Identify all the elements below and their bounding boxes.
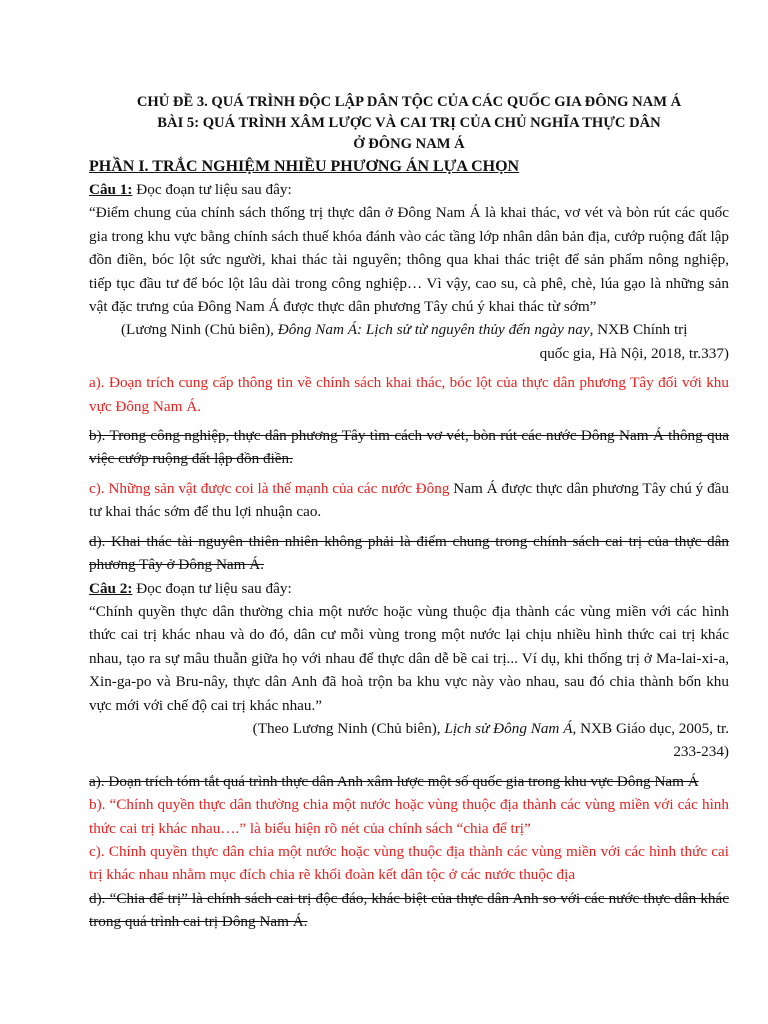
document-title <box>89 92 729 155</box>
question-2-label: Câu 2: <box>89 579 133 597</box>
citation-title: Đông Nam Á: Lịch sử từ nguyên thủy đến ngày nay <box>277 321 590 339</box>
q1-option-c-red: c). Những sản vật được coi là thế mạnh của các nước Đông <box>89 479 450 497</box>
citation-prefix: (Lương Ninh (Chủ biên), <box>121 321 278 339</box>
citation-title: Lịch sử Đông Nam Á <box>444 719 573 737</box>
question-1-citation <box>89 318 729 341</box>
question-2-citation <box>89 717 729 740</box>
citation-prefix: (Theo Lương Ninh (Chủ biên), <box>252 719 445 737</box>
q2-option-a: a). Đoạn trích tóm tắt quá trình thực dân Anh xâm lược một số quốc gia trong khu vực Đông Nam Á <box>89 772 699 790</box>
question-1-intro <box>89 178 729 201</box>
part-heading: PHẦN I. TRẮC NGHIỆM NHIỀU PHƯƠNG ÁN LỰA CHỌN <box>89 158 520 175</box>
q1-option-a: a). Đoạn trích cung cấp thông tin về chính sách khai thác, bóc lột của thực dân phương Tây đối với khu vực Đông Nam Á. <box>89 374 729 415</box>
q2-option-d: d). “Chia để trị” là chính sách cai trị độc đáo, khác biệt của thực dân Anh so với các nước thực dân khác trong quá trình cai trị Đông Nam Á. <box>89 889 729 931</box>
q1-option-c <box>89 477 729 524</box>
topic-heading: CHỦ ĐỀ 3. QUÁ TRÌNH ĐỘC LẬP DÂN TỘC CỦA CÁC QUỐC GIA ĐÔNG NAM Á <box>136 94 682 110</box>
lesson-heading: BÀI 5: QUÁ TRÌNH XÂM LƯỢC VÀ CAI TRỊ CỦA CHỦ NGHĨA THỰC DÂN <box>157 115 661 131</box>
citation-suffix: , NXB Giáo dục, 2005, tr. <box>572 719 729 737</box>
question-2-citation-cont: 233-234) <box>673 743 729 761</box>
q1-option-b: b). Trong công nghiệp, thực dân phương Tây tìm cách vơ vét, bòn rút các nước Đông Nam Á thông qua việc cướp ruộng đất lập đồn điền. <box>89 427 729 468</box>
question-1-label: Câu 1: <box>89 181 133 198</box>
question-1-quote: “Điểm chung của chính sách thống trị thực dân ở Đông Nam Á là khai thác, vơ vét và bòn rút các quốc gia trong khu vực bằng chính sách thuế khóa đánh vào các tầng lớp nhân dân bản địa, cướp ruộng đất lập đồn điền, bóc lột sức người, khai thác tài nguyên; thông qua khai thác triệt để sản phẩm nông nghiệp, tiếp tục đầu tư để bóc lột lâu dài trong công nghiệp… Vì vậy, cao su, cà phê, chè, lúa gạo là những sản vật đặc trưng của Đông Nam Á được thực dân phương Tây chú ý khai thác từ sớm” <box>89 204 729 316</box>
question-2-quote: “Chính quyền thực dân thường chia một nước hoặc vùng thuộc địa thành các vùng miền với các hình thức cai trị khác nhau và do đó, dân cư mỗi vùng trong một nước lại chịu nhiều hình thức cai trị khác nhau, tạo ra sự mâu thuẫn giữa họ với nhau để thực dân dễ bề cai trị... Ví dụ, khi thống trị ở Ma-lai-xi-a, Xin-ga-po và Bru-nây, thực dân Anh đã hoà trộn ba khu vực này vào nhau, sau đó chia thành bốn khu vực mới với chế độ cai trị khác nhau.” <box>89 602 729 714</box>
q1-option-d: d). Khai thác tài nguyên thiên nhiên không phải là điểm chung trong chính sách cai trị của thực dân phương Tây ở Đông Nam Á. <box>89 532 729 574</box>
q1-option-c-rest: Nam Á được thực dân phương Tây chú ý đầu tư khai thác sớm để thu lợi nhuận cao. <box>89 479 729 521</box>
q2-option-c: c). Chính quyền thực dân chia một nước hoặc vùng thuộc địa thành các vùng miền với các hình thức cai trị khác nhau nhằm mục đích chia rẽ khối đoàn kết dân tộc ở các nước thuộc địa <box>89 842 729 884</box>
question-1-citation-cont: quốc gia, Hà Nội, 2018, tr.337) <box>539 344 729 362</box>
q2-option-b: b). “Chính quyền thực dân thường chia một nước hoặc vùng thuộc địa thành các vùng miền với các hình thức cai trị khác nhau….” là biểu hiện rõ nét của chính sách “chia để trị” <box>89 796 729 837</box>
question-1-intro-text: Đọc đoạn tư liệu sau đây: <box>132 181 292 198</box>
document-page <box>89 92 729 934</box>
question-2-intro-text: Đọc đoạn tư liệu sau đây: <box>132 579 292 597</box>
citation-suffix: , NXB Chính trị <box>589 321 688 339</box>
question-2-intro <box>89 577 729 600</box>
lesson-heading-cont: Ở ĐÔNG NAM Á <box>353 136 465 152</box>
